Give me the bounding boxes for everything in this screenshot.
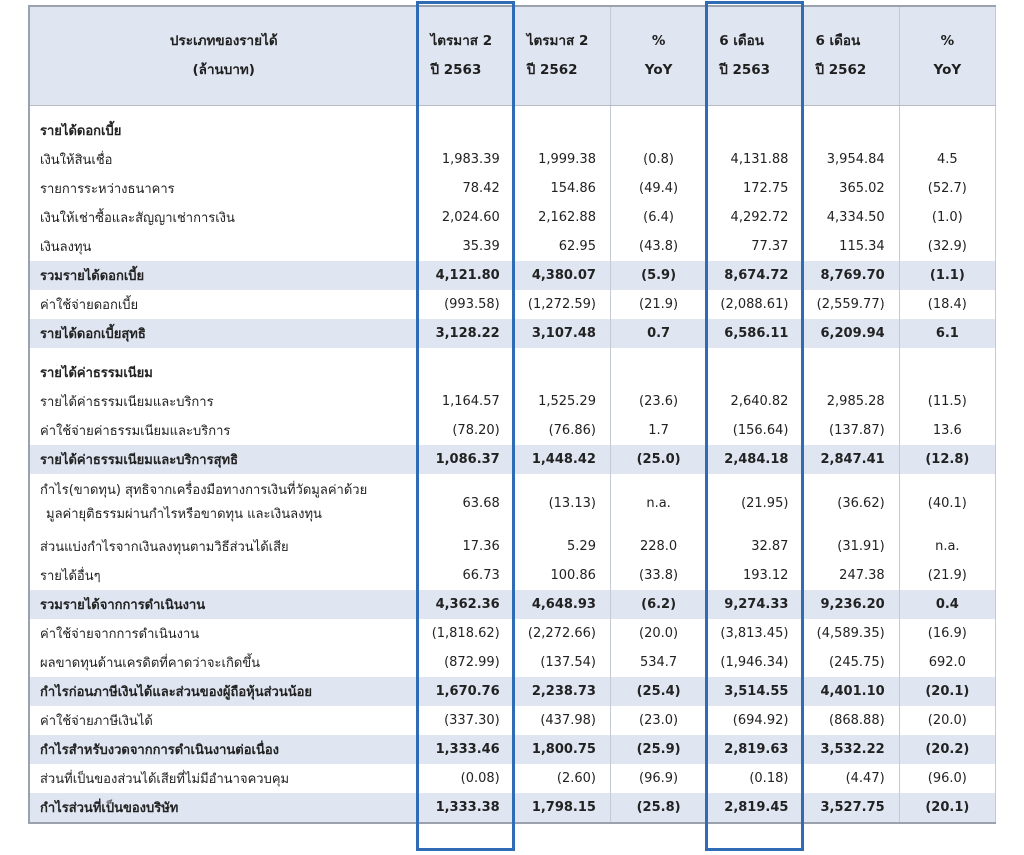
cell-6m-2563: 2,484.18 [707, 445, 803, 474]
cell-6m-2563: 3,514.55 [707, 677, 803, 706]
table-row [29, 706, 996, 735]
cell-6m-2563: 9,274.33 [707, 590, 803, 619]
cell-6m-yoy: (12.8) [899, 445, 995, 474]
table-row [29, 532, 996, 561]
cell-q2-2563: (1,818.62) [418, 619, 514, 648]
row-label: กำไรก่อนภาษีเงินได้และส่วนของผู้ถือหุ้นส่วนน้อย [29, 677, 418, 706]
cell-6m-2562: (137.87) [803, 416, 899, 445]
income-table [28, 5, 996, 824]
cell-6m-2562: 3,527.75 [803, 793, 899, 823]
header-label-line2: (ล้านบาท) [192, 62, 255, 78]
cell-q2-2562: 1,800.75 [514, 735, 610, 764]
cell-q2-yoy: (96.9) [610, 764, 706, 793]
cell-6m-yoy: (20.2) [899, 735, 995, 764]
cell-6m-2562: (4.47) [803, 764, 899, 793]
cell-q2-yoy: 1.7 [610, 416, 706, 445]
cell-q2-2562: 2,162.88 [514, 203, 610, 232]
cell-6m-yoy [899, 106, 995, 146]
table-row [29, 619, 996, 648]
header-6m-2562 [803, 6, 899, 106]
cell-q2-yoy: (20.0) [610, 619, 706, 648]
cell-q2-2563: 2,024.60 [418, 203, 514, 232]
row-label-line2: มูลค่ายุติธรรมผ่านกำไรหรือขาดทุน และเงินลงทุน [46, 507, 322, 522]
table-header-row [29, 6, 996, 106]
row-label-line1: กำไร(ขาดทุน) สุทธิจากเครื่องมือทางการเงินที่วัดมูลค่าด้วย [40, 483, 368, 498]
cell-6m-2563: 4,131.88 [707, 145, 803, 174]
cell-6m-2562: 4,401.10 [803, 677, 899, 706]
header-q2-yoy [610, 6, 706, 106]
header-q2-2562-line2: ปี 2562 [526, 62, 578, 78]
income-table-wrapper [28, 5, 996, 824]
table-row [29, 145, 996, 174]
cell-6m-2562: 365.02 [803, 174, 899, 203]
cell-q2-2562: (76.86) [514, 416, 610, 445]
cell-q2-yoy: (25.9) [610, 735, 706, 764]
cell-6m-yoy: (40.1) [899, 474, 995, 532]
cell-6m-yoy: (1.0) [899, 203, 995, 232]
cell-6m-yoy: 13.6 [899, 416, 995, 445]
cell-q2-2562: 4,380.07 [514, 261, 610, 290]
cell-6m-2563: 193.12 [707, 561, 803, 590]
table-row [29, 290, 996, 319]
cell-q2-2562: 2,238.73 [514, 677, 610, 706]
cell-6m-2562 [803, 106, 899, 146]
header-6m-yoy-line2: YoY [933, 62, 962, 78]
header-q2-2563 [418, 6, 514, 106]
row-label: รายได้อื่นๆ [29, 561, 418, 590]
table-total-row [29, 319, 996, 348]
cell-q2-2563: (993.58) [418, 290, 514, 319]
row-label: กำไรส่วนที่เป็นของบริษัท [29, 793, 418, 823]
cell-q2-2563: 1,164.57 [418, 387, 514, 416]
cell-6m-2563: 8,674.72 [707, 261, 803, 290]
cell-6m-2563: 2,819.45 [707, 793, 803, 823]
cell-6m-2563: 77.37 [707, 232, 803, 261]
row-label: รายได้ค่าธรรมเนียม [29, 348, 418, 387]
table-total-row [29, 677, 996, 706]
cell-q2-yoy: (25.8) [610, 793, 706, 823]
cell-q2-yoy: (49.4) [610, 174, 706, 203]
cell-6m-2562: 2,847.41 [803, 445, 899, 474]
row-label: เงินลงทุน [29, 232, 418, 261]
cell-6m-yoy: (32.9) [899, 232, 995, 261]
cell-6m-yoy: 4.5 [899, 145, 995, 174]
cell-q2-yoy: 0.7 [610, 319, 706, 348]
cell-6m-2563 [707, 348, 803, 387]
row-label: ค่าใช้จ่ายภาษีเงินได้ [29, 706, 418, 735]
cell-q2-2563: (78.20) [418, 416, 514, 445]
table-section-row [29, 106, 996, 146]
table-row [29, 387, 996, 416]
cell-q2-2563: 35.39 [418, 232, 514, 261]
cell-6m-2563: 172.75 [707, 174, 803, 203]
table-row [29, 474, 996, 532]
cell-q2-2563 [418, 106, 514, 146]
table-row [29, 561, 996, 590]
cell-6m-2563: 2,640.82 [707, 387, 803, 416]
cell-q2-yoy: (25.4) [610, 677, 706, 706]
cell-q2-2562: 3,107.48 [514, 319, 610, 348]
cell-6m-2562 [803, 348, 899, 387]
header-6m-2562-line2: ปี 2562 [815, 62, 867, 78]
cell-q2-2562: 1,525.29 [514, 387, 610, 416]
cell-6m-yoy: (52.7) [899, 174, 995, 203]
row-label [29, 474, 418, 532]
row-label: ค่าใช้จ่ายค่าธรรมเนียมและบริการ [29, 416, 418, 445]
cell-6m-2563: (3,813.45) [707, 619, 803, 648]
cell-6m-2562: (2,559.77) [803, 290, 899, 319]
cell-6m-yoy: (20.1) [899, 677, 995, 706]
cell-6m-yoy: (20.0) [899, 706, 995, 735]
header-6m-yoy-line1: % [940, 33, 955, 49]
table-total-row [29, 793, 996, 823]
cell-6m-yoy: 6.1 [899, 319, 995, 348]
cell-6m-yoy: (96.0) [899, 764, 995, 793]
cell-6m-yoy: (18.4) [899, 290, 995, 319]
row-label: รายได้ดอกเบี้ย [29, 106, 418, 146]
cell-q2-yoy: (33.8) [610, 561, 706, 590]
table-body [29, 106, 996, 824]
header-income-type [29, 6, 418, 106]
cell-q2-yoy: (43.8) [610, 232, 706, 261]
table-row [29, 174, 996, 203]
cell-q2-2563: 63.68 [418, 474, 514, 532]
cell-q2-2563: 1,086.37 [418, 445, 514, 474]
cell-6m-yoy: n.a. [899, 532, 995, 561]
cell-6m-2562: 247.38 [803, 561, 899, 590]
cell-6m-2562: 9,236.20 [803, 590, 899, 619]
cell-q2-2562 [514, 348, 610, 387]
row-label: รายการระหว่างธนาคาร [29, 174, 418, 203]
table-row [29, 416, 996, 445]
cell-q2-yoy: (23.0) [610, 706, 706, 735]
cell-6m-2563: (2,088.61) [707, 290, 803, 319]
cell-6m-2563 [707, 106, 803, 146]
cell-6m-2563: (694.92) [707, 706, 803, 735]
cell-q2-2562: (2.60) [514, 764, 610, 793]
cell-q2-yoy: 534.7 [610, 648, 706, 677]
cell-6m-2563: (1,946.34) [707, 648, 803, 677]
row-label: รายได้ดอกเบี้ยสุทธิ [29, 319, 418, 348]
cell-6m-2562: 3,532.22 [803, 735, 899, 764]
cell-6m-2563: (0.18) [707, 764, 803, 793]
cell-q2-2563: 17.36 [418, 532, 514, 561]
cell-6m-2563: 32.87 [707, 532, 803, 561]
row-label: รวมรายได้จากการดำเนินงาน [29, 590, 418, 619]
cell-q2-2562: (13.13) [514, 474, 610, 532]
cell-6m-yoy: (21.9) [899, 561, 995, 590]
cell-q2-2563: 1,983.39 [418, 145, 514, 174]
table-total-row [29, 445, 996, 474]
row-label: ค่าใช้จ่ายดอกเบี้ย [29, 290, 418, 319]
header-q2-2563-line2: ปี 2563 [430, 62, 482, 78]
cell-q2-2563: 78.42 [418, 174, 514, 203]
cell-q2-yoy: 228.0 [610, 532, 706, 561]
header-6m-2562-line1: 6 เดือน [815, 33, 861, 49]
cell-q2-2563: (872.99) [418, 648, 514, 677]
header-q2-yoy-line1: % [651, 33, 666, 49]
cell-q2-yoy: (0.8) [610, 145, 706, 174]
cell-q2-2562: (1,272.59) [514, 290, 610, 319]
cell-q2-2562 [514, 106, 610, 146]
cell-6m-2562: 4,334.50 [803, 203, 899, 232]
cell-q2-yoy: (5.9) [610, 261, 706, 290]
cell-6m-2562: 8,769.70 [803, 261, 899, 290]
row-label: กำไรสำหรับงวดจากการดำเนินงานต่อเนื่อง [29, 735, 418, 764]
cell-q2-2562: 1,448.42 [514, 445, 610, 474]
cell-6m-2562: (36.62) [803, 474, 899, 532]
cell-6m-yoy [899, 348, 995, 387]
cell-q2-yoy [610, 348, 706, 387]
cell-6m-2563: 6,586.11 [707, 319, 803, 348]
row-label: ส่วนแบ่งกำไรจากเงินลงทุนตามวิธีส่วนได้เสีย [29, 532, 418, 561]
table-row [29, 203, 996, 232]
cell-6m-2563: 2,819.63 [707, 735, 803, 764]
cell-q2-2562: 100.86 [514, 561, 610, 590]
cell-q2-yoy [610, 106, 706, 146]
cell-q2-yoy: (23.6) [610, 387, 706, 416]
cell-q2-2562: 4,648.93 [514, 590, 610, 619]
row-label: ผลขาดทุนด้านเครดิตที่คาดว่าจะเกิดขึ้น [29, 648, 418, 677]
header-q2-yoy-line2: YoY [644, 62, 673, 78]
cell-6m-2562: 6,209.94 [803, 319, 899, 348]
row-label: รายได้ค่าธรรมเนียมและบริการ [29, 387, 418, 416]
cell-q2-yoy: (25.0) [610, 445, 706, 474]
cell-6m-yoy: 0.4 [899, 590, 995, 619]
cell-6m-2563: 4,292.72 [707, 203, 803, 232]
cell-q2-2562: (2,272.66) [514, 619, 610, 648]
row-label: รายได้ค่าธรรมเนียมและบริการสุทธิ [29, 445, 418, 474]
row-label: ค่าใช้จ่ายจากการดำเนินงาน [29, 619, 418, 648]
cell-6m-yoy: (11.5) [899, 387, 995, 416]
cell-q2-2563: 1,333.46 [418, 735, 514, 764]
cell-q2-2563: 4,121.80 [418, 261, 514, 290]
cell-6m-2562: 2,985.28 [803, 387, 899, 416]
header-6m-2563 [707, 6, 803, 106]
cell-q2-2563 [418, 348, 514, 387]
cell-6m-2562: (4,589.35) [803, 619, 899, 648]
cell-6m-2563: (156.64) [707, 416, 803, 445]
cell-6m-2562: (868.88) [803, 706, 899, 735]
cell-q2-2562: 154.86 [514, 174, 610, 203]
table-total-row [29, 261, 996, 290]
cell-q2-2563: (337.30) [418, 706, 514, 735]
cell-q2-2563: 1,670.76 [418, 677, 514, 706]
cell-q2-2563: 3,128.22 [418, 319, 514, 348]
header-q2-2563-line1: ไตรมาส 2 [430, 33, 493, 49]
header-6m-2563-line2: ปี 2563 [719, 62, 771, 78]
header-label-line1: ประเภทของรายได้ [169, 33, 278, 49]
cell-q2-yoy: (6.2) [610, 590, 706, 619]
cell-q2-yoy: n.a. [610, 474, 706, 532]
cell-6m-2562: 115.34 [803, 232, 899, 261]
cell-6m-2563: (21.95) [707, 474, 803, 532]
row-label: รวมรายได้ดอกเบี้ย [29, 261, 418, 290]
table-row [29, 232, 996, 261]
cell-6m-yoy: (1.1) [899, 261, 995, 290]
cell-q2-2562: 1,999.38 [514, 145, 610, 174]
cell-q2-2563: 66.73 [418, 561, 514, 590]
cell-q2-2562: 1,798.15 [514, 793, 610, 823]
cell-6m-yoy: (20.1) [899, 793, 995, 823]
header-q2-2562-line1: ไตรมาส 2 [526, 33, 589, 49]
cell-q2-2562: (437.98) [514, 706, 610, 735]
row-label: ส่วนที่เป็นของส่วนได้เสียที่ไม่มีอำนาจควบคุม [29, 764, 418, 793]
header-q2-2562 [514, 6, 610, 106]
cell-6m-yoy: (16.9) [899, 619, 995, 648]
row-label: เงินให้สินเชื่อ [29, 145, 418, 174]
table-row [29, 648, 996, 677]
cell-q2-2562: (137.54) [514, 648, 610, 677]
cell-q2-2563: (0.08) [418, 764, 514, 793]
cell-6m-yoy: 692.0 [899, 648, 995, 677]
table-total-row [29, 735, 996, 764]
cell-q2-2562: 62.95 [514, 232, 610, 261]
cell-q2-2563: 4,362.36 [418, 590, 514, 619]
cell-6m-2562: (245.75) [803, 648, 899, 677]
header-6m-2563-line1: 6 เดือน [719, 33, 765, 49]
cell-q2-yoy: (21.9) [610, 290, 706, 319]
cell-6m-2562: 3,954.84 [803, 145, 899, 174]
cell-6m-2562: (31.91) [803, 532, 899, 561]
cell-q2-2563: 1,333.38 [418, 793, 514, 823]
cell-q2-yoy: (6.4) [610, 203, 706, 232]
table-total-row [29, 590, 996, 619]
table-row [29, 764, 996, 793]
header-6m-yoy [899, 6, 995, 106]
row-label: เงินให้เช่าซื้อและสัญญาเช่าการเงิน [29, 203, 418, 232]
table-section-row [29, 348, 996, 387]
cell-q2-2562: 5.29 [514, 532, 610, 561]
